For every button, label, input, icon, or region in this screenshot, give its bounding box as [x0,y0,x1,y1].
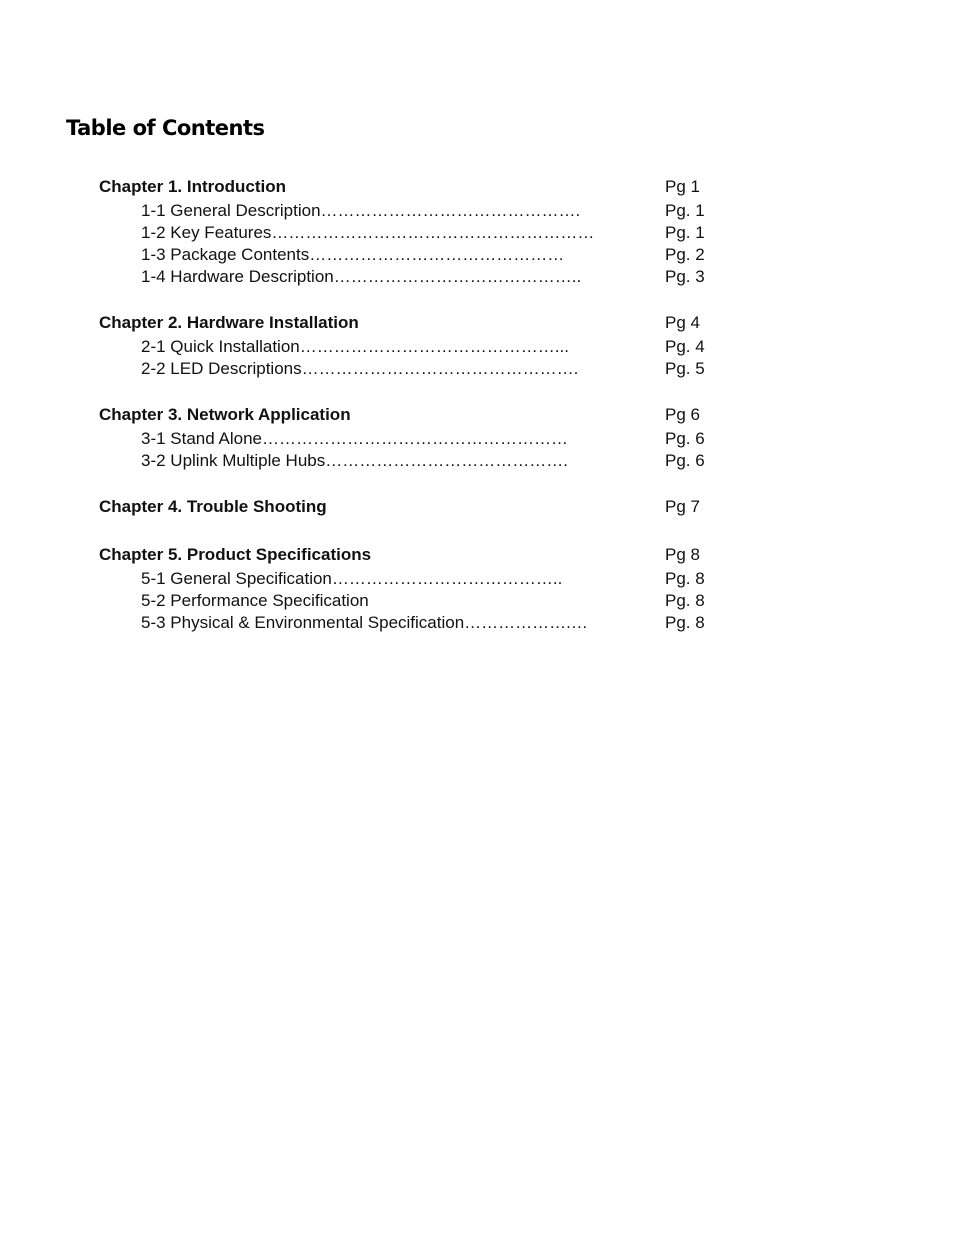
table-of-contents [99,174,719,656]
chapter-title: Chapter 3. Network Application [99,405,351,424]
section-page: Pg. 8 [665,591,705,610]
chapter-2-heading[interactable] [99,310,719,336]
section-page: Pg. 4 [665,337,705,356]
chapter-page: Pg 8 [665,545,700,564]
section-label: 2-2 LED Descriptions…………………………………………. [141,359,579,378]
section-3-2[interactable] [99,450,719,472]
chapter-title: Chapter 4. Trouble Shooting [99,497,327,516]
section-page: Pg. 8 [665,569,705,588]
chapter-1 [99,174,719,288]
section-label: 2-1 Quick Installation………………………………………... [141,337,569,356]
section-5-1[interactable] [99,568,719,590]
section-2-1[interactable] [99,336,719,358]
section-5-2[interactable] [99,590,719,612]
chapter-4 [99,494,719,520]
chapter-5 [99,542,719,634]
chapter-title: Chapter 1. Introduction [99,177,286,196]
section-1-3[interactable] [99,244,719,266]
section-label: 3-2 Uplink Multiple Hubs……………………………………. [141,451,568,470]
section-label: 3-1 Stand Alone……………………………………………… [141,429,568,448]
section-label: 5-2 Performance Specification [141,591,369,610]
chapter-3-heading[interactable] [99,402,719,428]
section-page: Pg. 1 [665,223,705,242]
chapter-1-heading[interactable] [99,174,719,200]
section-label: 5-3 Physical & Environmental Specification……………….… [141,613,588,632]
section-5-3[interactable] [99,612,719,634]
chapter-page: Pg 1 [665,177,700,196]
section-page: Pg. 6 [665,429,705,448]
section-1-2[interactable] [99,222,719,244]
chapter-title: Chapter 5. Product Specifications [99,545,372,564]
chapter-page: Pg 4 [665,313,700,332]
section-1-1[interactable] [99,200,719,222]
chapter-page: Pg 7 [665,497,700,516]
section-label: 1-3 Package Contents……………………………………… [141,245,565,264]
chapter-4-heading[interactable] [99,494,719,520]
section-page: Pg. 5 [665,359,705,378]
chapter-3 [99,402,719,472]
chapter-title: Chapter 2. Hardware Installation [99,313,359,332]
chapter-page: Pg 6 [665,405,700,424]
section-page: Pg. 3 [665,267,705,286]
page-title: Table of Contents [66,116,265,140]
section-3-1[interactable] [99,428,719,450]
section-page: Pg. 1 [665,201,705,220]
section-label: 1-1 General Description………………………………………. [141,201,581,220]
chapter-5-heading[interactable] [99,542,719,568]
section-label: 5-1 General Specification………………………………….. [141,569,563,588]
section-page: Pg. 8 [665,613,705,632]
chapter-2 [99,310,719,380]
section-2-2[interactable] [99,358,719,380]
section-page: Pg. 2 [665,245,705,264]
section-label: 1-2 Key Features………………………………………………… [141,223,595,242]
section-page: Pg. 6 [665,451,705,470]
section-label: 1-4 Hardware Description…………………………………….. [141,267,582,286]
section-1-4[interactable] [99,266,719,288]
